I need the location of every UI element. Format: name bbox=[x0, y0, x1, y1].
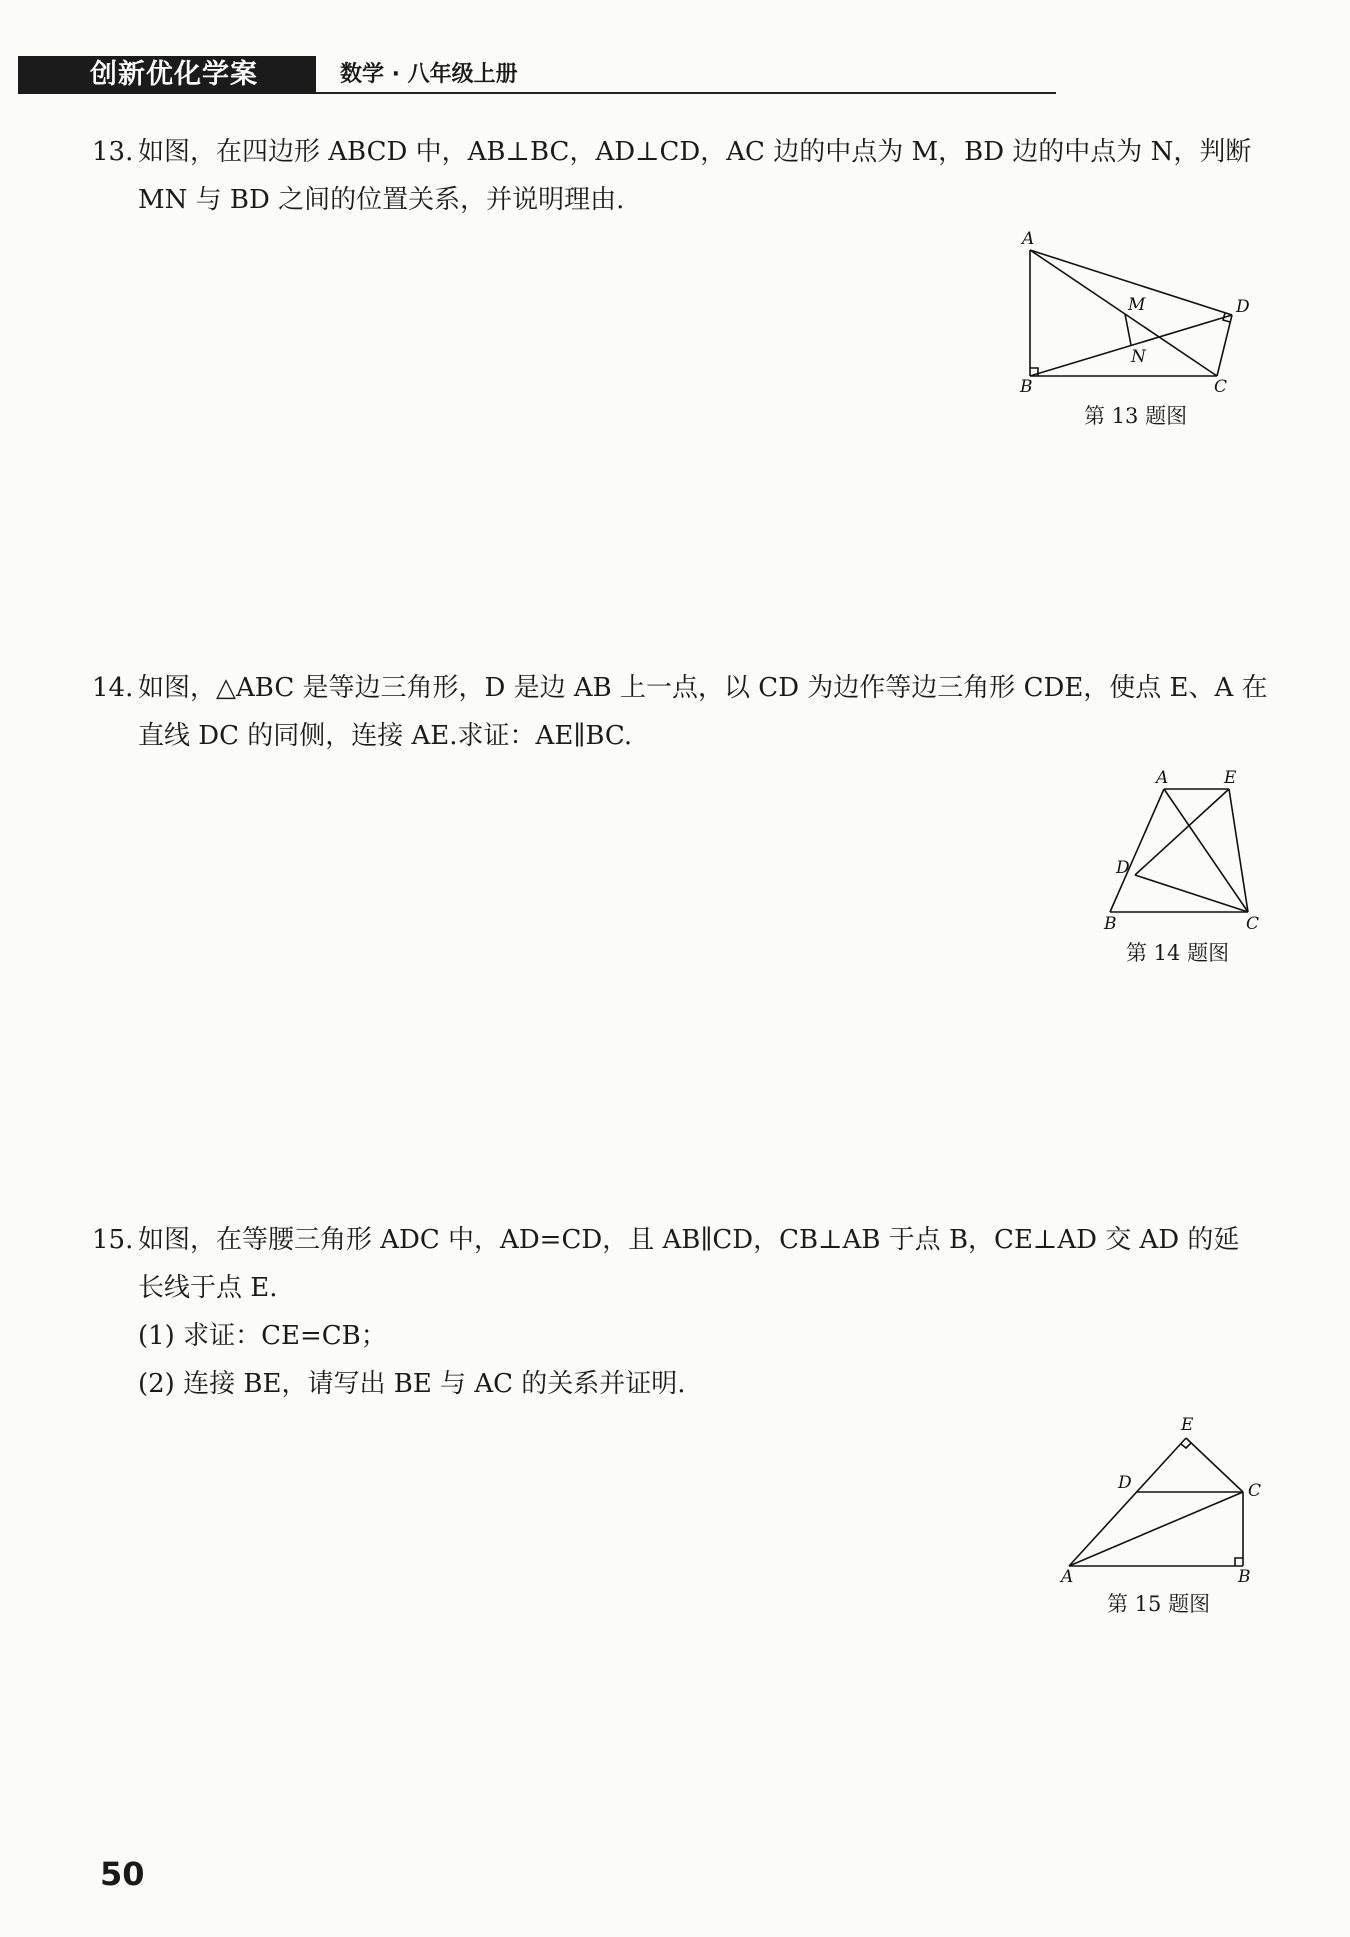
figure-caption: 第 14 题图 bbox=[1126, 941, 1230, 965]
problem-line: MN 与 BD 之间的位置关系，并说明理由. bbox=[138, 185, 625, 215]
figure-label: A bbox=[1156, 768, 1169, 788]
figure-label: M bbox=[1128, 295, 1146, 315]
figure-label: C bbox=[1246, 914, 1260, 934]
problem-number: 14. bbox=[92, 673, 134, 703]
header-rule bbox=[316, 92, 1056, 94]
page-header bbox=[18, 56, 1038, 96]
figure-label: D bbox=[1116, 858, 1130, 878]
problem-line: 直线 DC 的同侧，连接 AE.求证：AE∥BC. bbox=[138, 721, 633, 751]
figure-label: C bbox=[1248, 1481, 1262, 1501]
problem-number: 13. bbox=[92, 137, 134, 167]
figure-14-diagram bbox=[1100, 765, 1270, 935]
figure-13 bbox=[1018, 228, 1268, 428]
figure-label: N bbox=[1131, 347, 1146, 367]
figure-label: D bbox=[1118, 1473, 1132, 1493]
figure-caption: 第 15 题图 bbox=[1107, 1592, 1211, 1616]
figure-label: B bbox=[1104, 914, 1117, 934]
figure-13-diagram bbox=[1018, 228, 1268, 393]
problem-number: 15. bbox=[92, 1225, 134, 1255]
figure-15-diagram bbox=[1055, 1410, 1270, 1585]
problem-line: 长线于点 E. bbox=[138, 1273, 278, 1303]
figure-caption: 第 13 题图 bbox=[1084, 404, 1188, 428]
problem-line: 14. 如图，△ABC 是等边三角形，D 是边 AB 上一点，以 CD 为边作等边三角形 CDE，使点 E、A 在 bbox=[92, 664, 1270, 712]
problem-line: 15. 如图，在等腰三角形 ADC 中，AD=CD，且 AB∥CD，CB⊥AB 于点 B，CE⊥AD 交 AD 的延 bbox=[92, 1216, 1270, 1264]
figure-label: C bbox=[1214, 377, 1228, 393]
subject-title: 数学 · 八年级上册 bbox=[340, 62, 518, 87]
figure-label: B bbox=[1020, 377, 1033, 393]
figure-label: E bbox=[1181, 1415, 1194, 1435]
figure-label: A bbox=[1061, 1567, 1074, 1585]
problem-15 bbox=[92, 1216, 1270, 1408]
figure-label: A bbox=[1022, 229, 1035, 249]
figure-label: E bbox=[1224, 768, 1237, 788]
problem-14 bbox=[92, 664, 1270, 760]
problem-part: (1) 求证：CE=CB； bbox=[138, 1321, 387, 1351]
problem-part: (2) 连接 BE，请写出 BE 与 AC 的关系并证明. bbox=[138, 1369, 686, 1399]
brand-title: 创新优化学案 bbox=[18, 56, 316, 94]
figure-14 bbox=[1100, 765, 1270, 970]
problem-13 bbox=[92, 128, 1270, 224]
page-number: 50 bbox=[100, 1855, 145, 1893]
figure-label: B bbox=[1238, 1567, 1251, 1585]
problem-line: 13. 如图，在四边形 ABCD 中，AB⊥BC，AD⊥CD，AC 边的中点为 M，BD 边的中点为 N，判断 bbox=[92, 128, 1270, 176]
figure-15 bbox=[1055, 1410, 1270, 1620]
figure-label: D bbox=[1236, 297, 1250, 317]
